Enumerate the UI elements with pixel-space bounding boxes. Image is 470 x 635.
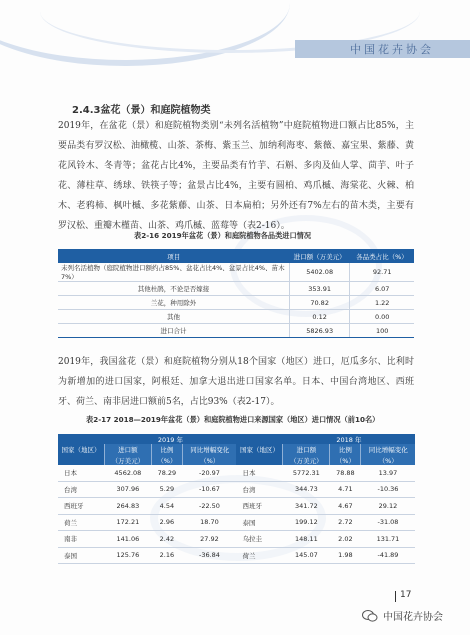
table-row bbox=[58, 282, 414, 296]
table-cell: 92.71 bbox=[350, 263, 414, 282]
table-cell: -36.84 bbox=[182, 547, 236, 564]
page-number: 17 bbox=[400, 590, 412, 600]
table-cell: 4.71 bbox=[330, 481, 361, 498]
year-header: 2019 年 bbox=[104, 434, 236, 444]
table-cell: 日本 bbox=[58, 465, 104, 481]
table-row bbox=[58, 310, 414, 324]
table-cell: 78.88 bbox=[330, 465, 361, 481]
table-cell: 西班牙 bbox=[58, 498, 104, 515]
table-cell: -22.50 bbox=[182, 498, 236, 515]
table-cell: 台湾 bbox=[58, 481, 104, 498]
table-cell: 4.54 bbox=[151, 498, 182, 515]
table-cell: 乌拉圭 bbox=[236, 531, 282, 548]
table-cell: 4.67 bbox=[330, 498, 361, 515]
column-header: 同比增幅变化 bbox=[361, 444, 415, 455]
table-caption: 表2-16 2019年盆花（景）和庭院植物各品类进口情况 bbox=[134, 231, 312, 240]
table-cell: 141.06 bbox=[104, 531, 151, 548]
table-cell: 13.97 bbox=[361, 465, 415, 481]
organization-name: 中国花卉协会 bbox=[350, 43, 434, 56]
table-cell: 未列名活植物（庭院植物进口额约占85%、盆花占比4%、盆景占比4%、苗木7%） bbox=[58, 263, 289, 282]
table-cell: 0.12 bbox=[289, 310, 350, 324]
table-cell: 2.96 bbox=[151, 514, 182, 531]
table-cell: 荷兰 bbox=[236, 547, 282, 564]
table-cell: 荷兰 bbox=[58, 514, 104, 531]
column-unit: （%） bbox=[151, 455, 182, 465]
table-cell: 5826.93 bbox=[289, 324, 350, 338]
table-cell: 353.91 bbox=[289, 282, 350, 296]
table-row bbox=[58, 296, 414, 310]
table-cell: 264.83 bbox=[104, 498, 151, 515]
column-unit: （%） bbox=[361, 455, 415, 465]
table-row bbox=[58, 465, 415, 481]
column-unit: （%） bbox=[330, 455, 361, 465]
column-header: 项目 bbox=[58, 249, 289, 263]
header-banner bbox=[0, 0, 470, 72]
table-row bbox=[58, 514, 415, 531]
table-cell: 5402.08 bbox=[289, 263, 350, 282]
table-cell: -10.36 bbox=[361, 481, 415, 498]
column-header: 进口额（万美元） bbox=[289, 249, 350, 263]
table-cell: 南非 bbox=[58, 531, 104, 548]
table-cell: 其他 bbox=[58, 310, 289, 324]
table-cell: 2.02 bbox=[330, 531, 361, 548]
column-header: 比例 bbox=[151, 444, 182, 455]
table-cell: 78.29 bbox=[151, 465, 182, 481]
table-row bbox=[58, 481, 415, 498]
table-cell: 进口合计 bbox=[58, 324, 289, 338]
wechat-account-name: 中国花卉协会 bbox=[383, 612, 443, 623]
table-cell: 日本 bbox=[236, 465, 282, 481]
table-row bbox=[58, 263, 414, 282]
column-unit: （万美元） bbox=[283, 455, 330, 465]
table-cell: 台湾 bbox=[236, 481, 282, 498]
table-cell: 29.12 bbox=[361, 498, 415, 515]
table-cell: 2.42 bbox=[151, 531, 182, 548]
table-cell: 172.21 bbox=[104, 514, 151, 531]
table-cell: 18.70 bbox=[182, 514, 236, 531]
table-cell: 6.07 bbox=[350, 282, 414, 296]
column-unit: （万美元） bbox=[104, 455, 151, 465]
table-cell: 125.76 bbox=[104, 547, 151, 564]
table-row bbox=[58, 531, 415, 548]
year-header: 2018 年 bbox=[283, 434, 415, 444]
table-cell: 2.72 bbox=[330, 514, 361, 531]
table-cell: 1.22 bbox=[350, 296, 414, 310]
paragraph: 2019年，我国盆花（景）和庭院植物分别从18个国家（地区）进口，厄瓜多尔、比利时为新增加的进口国家，阿根廷、加拿大退出进口国家名单。日本、中国台湾地区、西班牙、荷兰、南非居进口额前5名，占比93%（表2-17）。 bbox=[58, 357, 414, 407]
table-cell: 70.82 bbox=[289, 296, 350, 310]
table-cell: 148.11 bbox=[283, 531, 330, 548]
table-2-16 bbox=[58, 249, 414, 338]
table-cell: 5772.31 bbox=[283, 465, 330, 481]
table-cell: 341.72 bbox=[283, 498, 330, 515]
wechat-account bbox=[362, 608, 443, 623]
table-caption: 表2-17 2018—2019年盆花（景）和庭院植物进口来源国家（地区）进口情况（前10名） bbox=[86, 415, 380, 424]
table-cell: 4562.08 bbox=[104, 465, 151, 481]
column-header: 国家（地区） bbox=[236, 434, 282, 465]
table-cell: 0.00 bbox=[350, 310, 414, 324]
table-total-row bbox=[58, 324, 414, 338]
wechat-icon bbox=[362, 610, 378, 622]
table-cell: 其他杜鹃，不论是否嫁接 bbox=[58, 282, 289, 296]
table-cell: 145.07 bbox=[283, 547, 330, 564]
table-cell: 100 bbox=[350, 324, 414, 338]
table-cell: 2.16 bbox=[151, 547, 182, 564]
column-unit: （%） bbox=[182, 455, 236, 465]
table-cell: -41.89 bbox=[361, 547, 415, 564]
table-cell: -10.67 bbox=[182, 481, 236, 498]
table-row bbox=[58, 547, 415, 564]
table-cell: 泰国 bbox=[58, 547, 104, 564]
table-cell: 199.12 bbox=[283, 514, 330, 531]
column-header: 进口额 bbox=[283, 444, 330, 455]
paragraph: 2019年，在盆花（景）和庭院植物类别“未列名活植物”中庭院植物进口额占比85%，主要品类有罗汉松、油橄榄、山茶、茶梅、紫玉兰、加纳利海枣、紫薇、嘉宝果、紫藤、黄花风铃木、冬青等；盆花占比4%，主要品类有竹芋、石斛、多肉及仙人掌、茴芋、叶子花、薄柱草、绣球、铁筷子等；盆景占比4%，主要有圆柏、鸡爪槭、海棠花、火棘、柏木、老鸦柿、枫叶槭、多花紫藤、山茶、日本扁柏；另外还有7%左右的苗木类，主要有罗汉松、重瓣木槿苗、山茶、鸡爪槭、蓝莓等（表2-16）。 bbox=[58, 121, 414, 231]
table-cell: 131.71 bbox=[361, 531, 415, 548]
table-cell: -20.97 bbox=[182, 465, 236, 481]
column-header: 比例 bbox=[330, 444, 361, 455]
table-cell: 344.73 bbox=[283, 481, 330, 498]
column-header: 各品类占比（%） bbox=[350, 249, 414, 263]
table-row bbox=[58, 498, 415, 515]
column-header: 同比增幅变化 bbox=[182, 444, 236, 455]
table-cell: 泰国 bbox=[236, 514, 282, 531]
table-cell: 西班牙 bbox=[236, 498, 282, 515]
table-cell: -31.08 bbox=[361, 514, 415, 531]
column-header: 国家（地区） bbox=[58, 434, 104, 465]
section-title: 2.4.3盆花（景）和庭院植物类 bbox=[72, 105, 211, 116]
table-cell: 1.98 bbox=[330, 547, 361, 564]
table-cell: 27.92 bbox=[182, 531, 236, 548]
table-cell: 兰花，种用除外 bbox=[58, 296, 289, 310]
column-header: 进口额 bbox=[104, 444, 151, 455]
table-cell: 307.96 bbox=[104, 481, 151, 498]
table-cell: 5.29 bbox=[151, 481, 182, 498]
table-2-17 bbox=[58, 434, 415, 564]
